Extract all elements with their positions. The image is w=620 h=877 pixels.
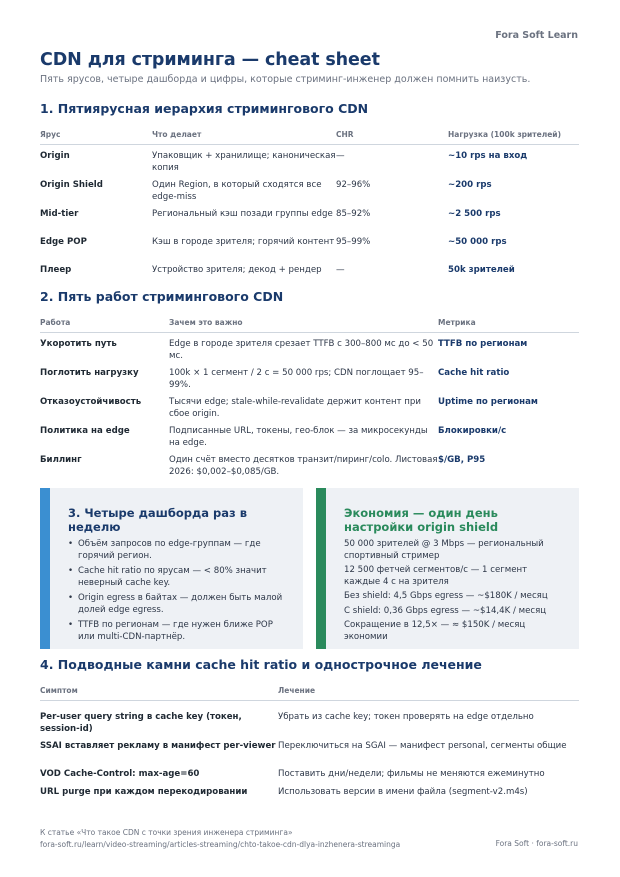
column-header: Работа <box>40 318 169 333</box>
tier-description: Региональный кэш позади группы edge <box>152 209 333 219</box>
column-header: Метрика <box>438 318 579 333</box>
column-header: Ярус <box>40 130 152 145</box>
column-header: Лечение <box>278 686 579 701</box>
list-item: • Объём запросов по edge-группам — где горячий регион. <box>68 539 289 562</box>
tier-chr: — <box>336 265 345 275</box>
job-name: Биллинг <box>40 455 82 465</box>
table-row <box>40 701 579 736</box>
savings-line: 50 000 зрителей @ 3 Mbps — региональный спортивный стример <box>344 539 544 561</box>
tier-chr: — <box>336 151 345 161</box>
table-row <box>40 391 579 420</box>
job-name: Поглотить нагрузку <box>40 368 139 378</box>
pitfall-fix: Переключиться на SGAI — манифест personal, сегменты общие <box>278 741 567 751</box>
footer-brand: Fora Soft · fora-soft.ru <box>495 839 578 848</box>
savings-line: Без shield: 4,5 Gbps egress — ~$180K / месяц <box>344 591 548 601</box>
section2-heading: 2. Пять работ стримингового CDN <box>40 289 284 304</box>
tier-name: Origin <box>40 151 70 161</box>
pitfall-fix: Поставить дни/недели; фильмы не меняются ежеминутно <box>278 769 545 779</box>
section4-heading: 4. Подводные камни cache hit ratio и однострочное лечение <box>40 657 482 672</box>
job-why: Подписанные URL, токены, гео-блок — за микросекунды на edge. <box>169 426 428 448</box>
job-metric: Cache hit ratio <box>438 368 510 378</box>
section1-heading: 1. Пятиярусная иерархия стримингового CDN <box>40 101 369 116</box>
job-metric: $/GB, P95 <box>438 455 486 465</box>
tier-description: Упаковщик + хранилище; каноническая копия <box>152 151 336 173</box>
table-row <box>40 333 579 363</box>
job-name: Укоротить путь <box>40 339 117 349</box>
dashboards-list <box>68 539 289 643</box>
page-subtitle: Пять ярусов, четыре дашборда и цифры, которые стриминг-инженер должен помнить наизусть. <box>40 74 531 85</box>
table-row <box>40 203 579 231</box>
list-item: • Cache hit ratio по ярусам — < 80% значит неверный cache key. <box>68 566 289 589</box>
tier-description: Устройство зрителя; декод + рендер <box>152 265 322 275</box>
tier-load: ~10 rps на вход <box>448 151 528 161</box>
table-row <box>40 781 579 799</box>
tier-name: Плеер <box>40 265 72 275</box>
list-item: • Origin egress в байтах — должен быть малой долей edge egress. <box>68 593 289 616</box>
jobs-table <box>40 318 579 478</box>
column-header: Нагрузка (100k зрителей) <box>448 130 579 145</box>
pitfall-symptom: Per-user query string в cache key (токен, session-id) <box>40 712 242 734</box>
pitfalls-table <box>40 686 579 798</box>
table-row <box>40 259 579 287</box>
tier-description: Кэш в городе зрителя; горячий контент <box>152 237 335 247</box>
table-row <box>40 420 579 449</box>
footer-source <box>40 827 400 851</box>
table-row <box>40 763 579 781</box>
column-header: Симптом <box>40 686 278 701</box>
tier-chr: 95–99% <box>336 237 371 247</box>
tier-description: Один Region, в который сходятся все edge-miss <box>152 180 322 202</box>
job-why: 100k × 1 сегмент / 2 с = 50 000 rps; CDN поглощает 95–99%. <box>169 368 424 390</box>
job-metric: Блокировки/с <box>438 426 507 436</box>
table-row <box>40 735 579 763</box>
job-why: Один счёт вместо десятков транзит/пиринг/colo. Листовая 2026: $0,002–$0,085/GB. <box>169 455 438 477</box>
tier-chr: 92–96% <box>336 180 371 190</box>
column-header: Зачем это важно <box>169 318 438 333</box>
list-item: • TTFB по регионам — где нужен ближе POP или multi-CDN-партнёр. <box>68 620 289 643</box>
tier-table-header <box>40 130 579 145</box>
footer-article-title: К статье «Что такое CDN с точки зрения инженера стриминга» <box>40 828 293 837</box>
pitfall-fix: Убрать из cache key; токен проверять на edge отдельно <box>278 712 534 722</box>
job-metric: TTFB по регионам <box>438 339 528 349</box>
table-row <box>40 145 579 175</box>
tier-table <box>40 130 579 287</box>
table-row <box>40 449 579 478</box>
job-why: Тысячи edge; stale-while-revalidate держит контент при сбое origin. <box>169 397 421 419</box>
job-name: Отказоустойчивость <box>40 397 142 407</box>
pitfall-fix: Использовать версии в имени файла (segment-v2.m4s) <box>278 786 528 797</box>
savings-line: 12 500 фетчей сегментов/с — 1 сегмент каждые 4 с на зрителя <box>344 565 528 587</box>
tier-load: ~200 rps <box>448 180 492 190</box>
tier-chr: 85–92% <box>336 209 371 219</box>
pitfall-symptom: URL purge при каждом перекодировании <box>40 786 248 797</box>
tier-load: 50k зрителей <box>448 265 515 275</box>
column-header: Что делает <box>152 130 336 145</box>
tier-name: Origin Shield <box>40 180 103 190</box>
dashboards-card <box>40 488 303 649</box>
tier-load: ~50 000 rps <box>448 237 507 247</box>
job-name: Политика на edge <box>40 426 130 436</box>
table-row <box>40 231 579 259</box>
jobs-table-header <box>40 318 579 333</box>
job-why: Edge в городе зрителя срезает TTFB с 300–800 мс до < 50 мс. <box>169 339 434 361</box>
page-title: CDN для стриминга — cheat sheet <box>40 50 380 70</box>
tier-name: Mid-tier <box>40 209 79 219</box>
footer-article-url[interactable]: fora-soft.ru/learn/video-streaming/articles-streaming/chto-takoe-cdn-dlya-inzhenera-streaminga <box>40 840 401 849</box>
table-row <box>40 362 579 391</box>
column-header: CHR <box>336 130 448 145</box>
table-row <box>40 174 579 203</box>
pitfalls-table-header <box>40 686 579 701</box>
pitfall-symptom: SSAI вставляет рекламу в манифест per-viewer <box>40 741 276 751</box>
tier-load: ~2 500 rps <box>448 209 501 219</box>
savings-card <box>316 488 579 649</box>
brand-label: Fora Soft Learn <box>495 30 578 41</box>
dashboards-heading: 3. Четыре дашборда раз в неделю <box>68 506 247 534</box>
savings-line: C shield: 0,36 Gbps egress — ~$14,4K / месяц <box>344 605 547 616</box>
pitfall-symptom: VOD Cache-Control: max-age=60 <box>40 769 200 779</box>
job-metric: Uptime по регионам <box>438 397 538 407</box>
savings-heading: Экономия — один день настройки origin shield <box>344 506 499 534</box>
savings-line: Сокращение в 12,5× — ≈ $150K / месяц экономии <box>344 620 526 642</box>
tier-name: Edge POP <box>40 237 87 247</box>
